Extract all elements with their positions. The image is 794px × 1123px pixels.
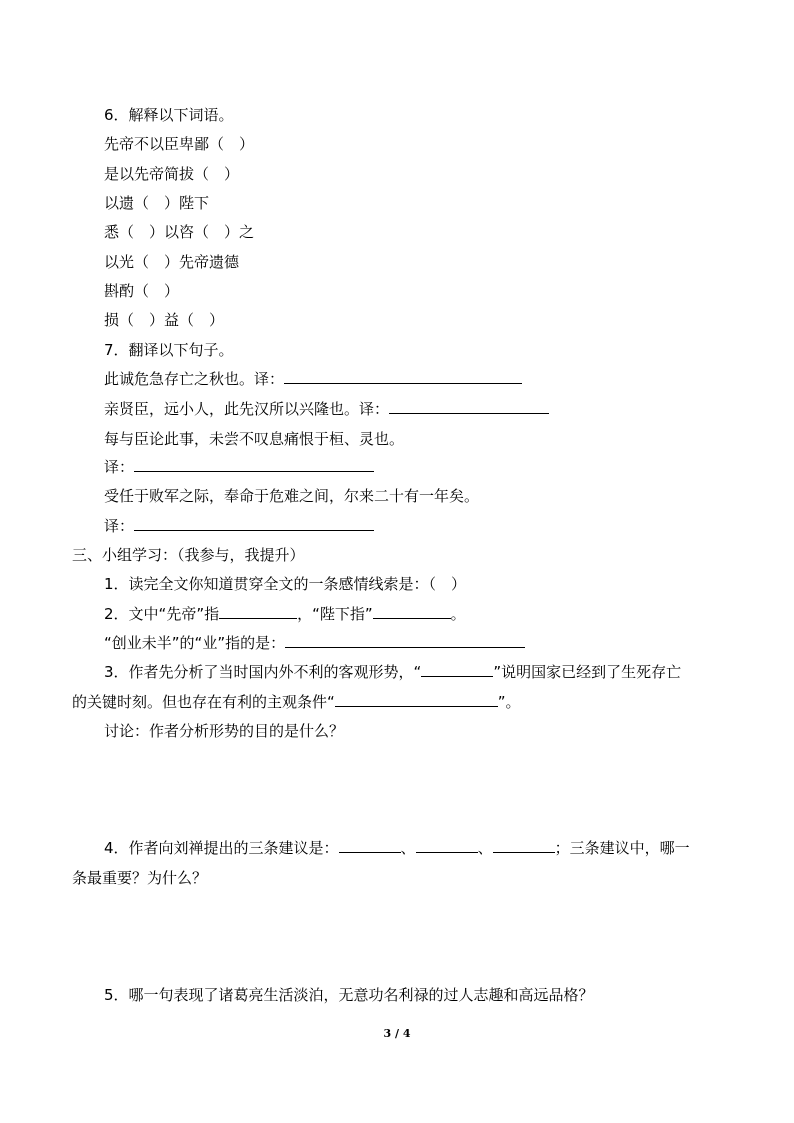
question-text: “创业未半”的“业”指的是： bbox=[104, 634, 286, 652]
vocab-item-guang: 以光（ ）先帝遗德 bbox=[104, 253, 240, 271]
group-question-2 bbox=[104, 603, 466, 625]
translate-answer-4 bbox=[104, 515, 374, 537]
vocab-item-xi-zi: 悉（ ）以咨（ ）之 bbox=[104, 223, 255, 241]
vocab-item-yi: 以遗（ ）陛下 bbox=[104, 194, 210, 212]
answer-blank[interactable] bbox=[134, 457, 374, 472]
question-7-title: 7．翻译以下句子。 bbox=[104, 341, 234, 359]
sentence-text: 亲贤臣，远小人，此先汉所以兴隆也。译： bbox=[104, 400, 390, 418]
question-text: 、 bbox=[400, 839, 416, 857]
question-text: 4．作者向刘禅提出的三条建议是： bbox=[104, 839, 339, 857]
translate-sentence-3: 每与臣论此事，未尝不叹息痛恨于桓、灵也。 bbox=[104, 430, 405, 448]
answer-blank[interactable] bbox=[285, 633, 525, 648]
answer-blank[interactable] bbox=[416, 838, 478, 853]
question-text: 、 bbox=[477, 839, 493, 857]
group-question-3-cont bbox=[72, 691, 521, 713]
answer-blank[interactable] bbox=[421, 662, 493, 677]
question-text: ”。 bbox=[497, 693, 521, 711]
group-question-4 bbox=[104, 837, 690, 859]
sentence-text: 此诚危急存亡之秋也。译： bbox=[104, 370, 285, 388]
answer-blank[interactable] bbox=[389, 399, 549, 414]
question-text: 3．作者先分析了当时国内外不利的客观形势，“ bbox=[104, 663, 422, 681]
translate-answer-3 bbox=[104, 456, 374, 478]
vocab-item-beibi: 先帝不以臣卑鄙（ ） bbox=[104, 135, 255, 153]
answer-blank[interactable] bbox=[134, 516, 374, 531]
translate-sentence-2 bbox=[104, 398, 549, 420]
vocab-item-jianba: 是以先帝简拔（ ） bbox=[104, 165, 240, 183]
translate-label: 译： bbox=[104, 517, 135, 535]
group-question-4-cont: 条最重要？为什么？ bbox=[72, 869, 208, 887]
vocab-item-zhenzhuo: 斟酌（ ） bbox=[104, 282, 180, 300]
translate-label: 译： bbox=[104, 458, 135, 476]
answer-blank[interactable] bbox=[339, 838, 401, 853]
answer-blank[interactable] bbox=[335, 692, 498, 707]
page-number: 3 / 4 bbox=[383, 1027, 411, 1040]
question-text: ”说明国家已经到了生死存亡 bbox=[493, 663, 682, 681]
group-question-2b bbox=[104, 632, 525, 654]
question-6-title: 6．解释以下词语。 bbox=[104, 106, 234, 124]
vocab-item-sunyi: 损（ ）益（ ） bbox=[104, 311, 225, 329]
answer-blank[interactable] bbox=[219, 604, 297, 619]
section-3-heading: 三、小组学习：（我参与，我提升） bbox=[72, 546, 305, 564]
question-text: 的关键时刻。但也存在有利的主观条件“ bbox=[72, 693, 335, 711]
group-question-1: 1．读完全文你知道贯穿全文的一条感情线索是：（ ） bbox=[104, 575, 467, 593]
translate-sentence-1 bbox=[104, 368, 522, 390]
discussion-prompt: 讨论：作者分析形势的目的是什么？ bbox=[104, 722, 345, 740]
group-question-5: 5．哪一句表现了诸葛亮生活淡泊，无意功名利禄的过人志趣和高远品格？ bbox=[104, 986, 594, 1004]
question-text: 。 bbox=[450, 605, 466, 623]
answer-blank[interactable] bbox=[373, 604, 451, 619]
answer-blank[interactable] bbox=[493, 838, 555, 853]
question-text: ，“陛下指” bbox=[297, 605, 373, 623]
answer-blank[interactable] bbox=[284, 369, 522, 384]
group-question-3 bbox=[104, 661, 681, 683]
question-text: 2．文中“先帝”指 bbox=[104, 605, 220, 623]
question-text: ；三条建议中，哪一 bbox=[554, 839, 690, 857]
translate-sentence-4: 受任于败军之际，奉命于危难之间，尔来二十有一年矣。 bbox=[104, 487, 480, 505]
